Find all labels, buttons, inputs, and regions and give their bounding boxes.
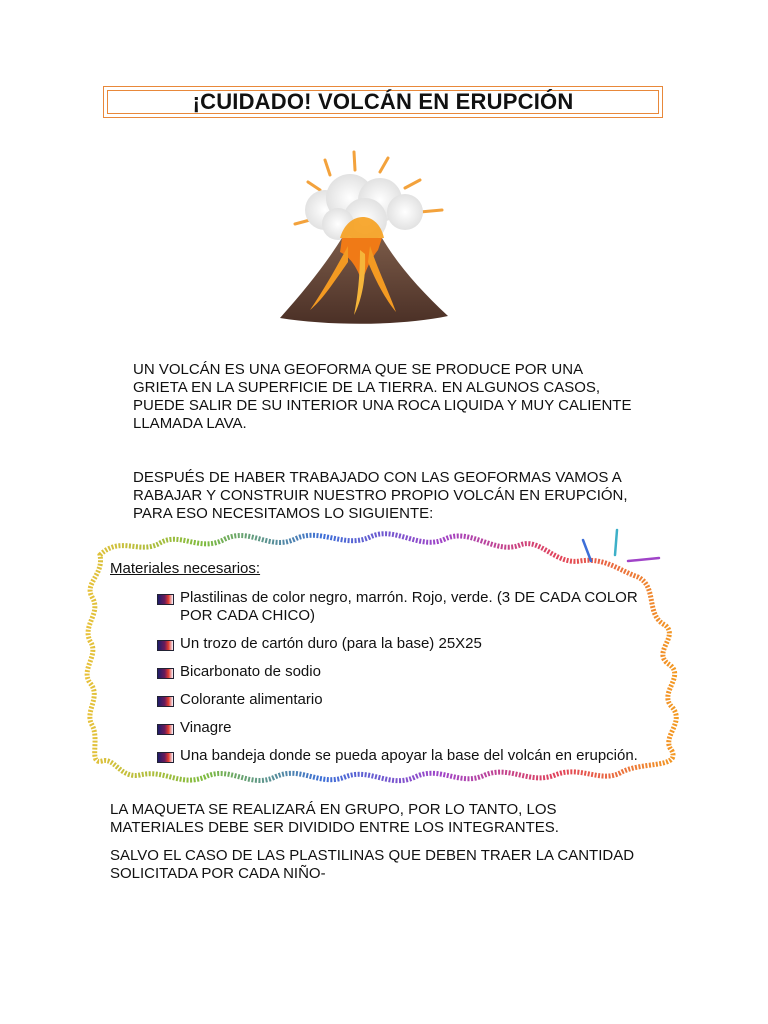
page-title: ¡CUIDADO! VOLCÁN EN ERUPCIÓN [192, 89, 574, 114]
list-item-text: Bicarbonato de sodio [180, 663, 321, 680]
list-item [157, 635, 667, 653]
task-line: RABAJAR Y CONSTRUIR NUESTRO PROPIO VOLCÁN EN ERUPCIÓN, [133, 487, 628, 504]
list-item-text: Una bandeja donde se pueda apoyar la base del volcán en erupción. [180, 747, 638, 764]
closing-paragraph [110, 801, 710, 837]
list-item-text: Un trozo de cartón duro (para la base) 25X25 [180, 635, 482, 652]
intro-line: UN VOLCÁN ES UNA GEOFORMA QUE SE PRODUCE POR UNA [133, 361, 584, 378]
intro-line: GRIETA EN LA SUPERFICIE DE LA TIERRA. EN ALGUNOS CASOS, [133, 379, 601, 396]
list-item-text: Vinagre [180, 719, 232, 736]
closing-line: LA MAQUETA SE REALIZARÁ EN GRUPO, POR LO TANTO, LOS [110, 801, 557, 818]
list-item [157, 663, 667, 681]
closing-line: MATERIALES DEBE SER DIVIDIDO ENTRE LOS INTEGRANTES. [110, 819, 559, 836]
volcano-illustration [270, 150, 460, 330]
task-line: DESPUÉS DE HABER TRABAJADO CON LAS GEOFORMAS VAMOS A [133, 469, 622, 486]
task-line: PARA ESO NECESITAMOS LO SIGUIENTE: [133, 505, 434, 522]
frame-accent-lines [583, 530, 659, 561]
materials-heading: Materiales necesarios: [110, 560, 261, 577]
task-paragraph [133, 469, 693, 523]
list-item-text: Plastilinas de color negro, marrón. Rojo, verde. (3 DE CADA COLOR POR CADA CHICO) [180, 589, 638, 624]
flag-bullet-icon [157, 724, 174, 735]
list-item [157, 691, 667, 709]
list-item [157, 747, 667, 765]
list-item-text: Colorante alimentario [180, 691, 323, 708]
list-item [157, 589, 667, 625]
intro-line: PUEDE SALIR DE SU INTERIOR UNA ROCA LIQUIDA Y MUY CALIENTE [133, 397, 632, 414]
closing-note [110, 847, 710, 883]
materials-list [157, 589, 667, 775]
flag-bullet-icon [157, 640, 174, 651]
title-box [103, 86, 663, 118]
closing-line: SALVO EL CASO DE LAS PLASTILINAS QUE DEBEN TRAER LA CANTIDAD [110, 847, 635, 864]
list-item [157, 719, 667, 737]
flag-bullet-icon [157, 696, 174, 707]
flag-bullet-icon [157, 594, 174, 605]
flag-bullet-icon [157, 668, 174, 679]
intro-line: LLAMADA LAVA. [133, 415, 247, 432]
flag-bullet-icon [157, 752, 174, 763]
closing-line: SOLICITADA POR CADA NIÑO- [110, 865, 326, 882]
intro-paragraph [133, 361, 693, 433]
